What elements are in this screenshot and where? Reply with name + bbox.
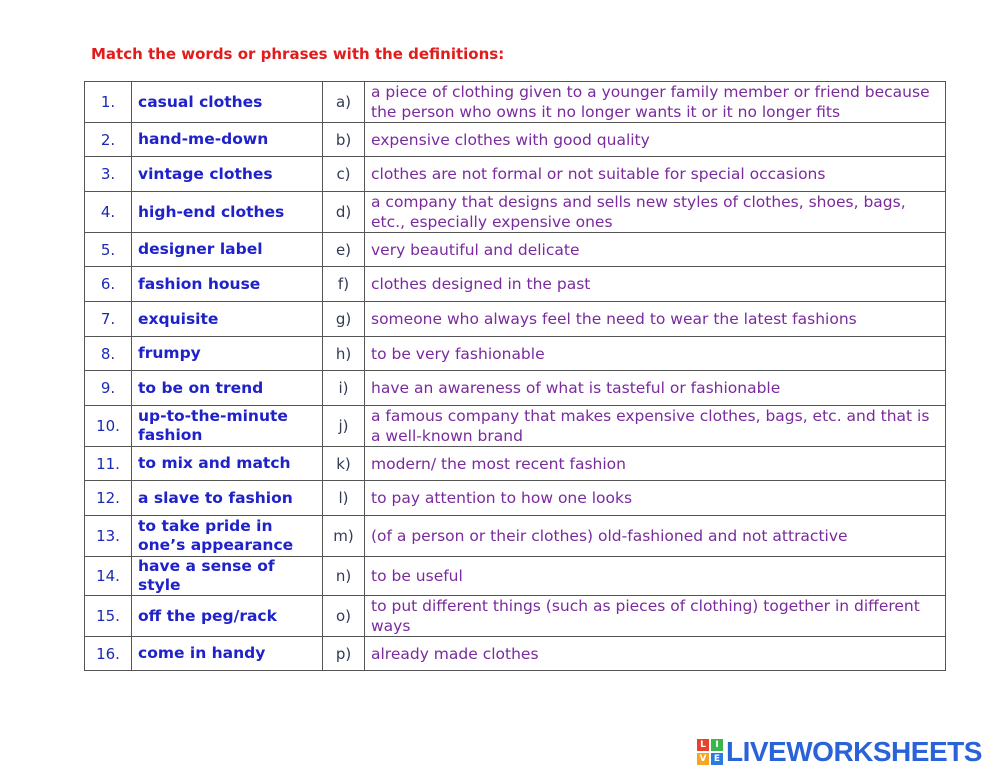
row-term: exquisite <box>132 302 323 337</box>
row-number: 13. <box>85 516 132 557</box>
row-term: to mix and match <box>132 447 323 481</box>
table-row <box>85 267 946 302</box>
row-definition: clothes designed in the past <box>365 267 946 302</box>
table-row <box>85 447 946 481</box>
table-row <box>85 233 946 267</box>
row-definition: a piece of clothing given to a younger family member or friend because the person who owns it no longer wants it or it no longer fits <box>365 82 946 123</box>
row-letter: i) <box>323 371 365 406</box>
table-row <box>85 516 946 557</box>
row-term: frumpy <box>132 337 323 371</box>
row-letter: c) <box>323 157 365 192</box>
row-letter: h) <box>323 337 365 371</box>
row-number: 8. <box>85 337 132 371</box>
row-letter: m) <box>323 516 365 557</box>
logo-block: E <box>711 753 723 765</box>
row-letter: f) <box>323 267 365 302</box>
table-row <box>85 82 946 123</box>
liveworksheets-logo <box>697 736 982 768</box>
logo-blocks-icon <box>697 739 723 765</box>
row-letter: d) <box>323 192 365 233</box>
row-number: 4. <box>85 192 132 233</box>
row-number: 7. <box>85 302 132 337</box>
row-number: 12. <box>85 481 132 516</box>
table-row <box>85 192 946 233</box>
row-term: off the peg/rack <box>132 596 323 637</box>
row-number: 2. <box>85 123 132 157</box>
table-row <box>85 337 946 371</box>
row-term: up-to-the-minute fashion <box>132 406 323 447</box>
row-definition: to be very fashionable <box>365 337 946 371</box>
brand-name: LIVEWORKSHEETS <box>726 736 982 767</box>
logo-block: L <box>697 739 709 751</box>
table-row <box>85 302 946 337</box>
row-definition: a famous company that makes expensive clothes, bags, etc. and that is a well-known brand <box>365 406 946 447</box>
row-number: 15. <box>85 596 132 637</box>
row-letter: p) <box>323 637 365 671</box>
matching-table <box>84 81 946 671</box>
instructions-heading: Match the words or phrases with the definitions: <box>91 45 505 63</box>
row-number: 10. <box>85 406 132 447</box>
logo-block: V <box>697 753 709 765</box>
table-row <box>85 557 946 596</box>
row-letter: a) <box>323 82 365 123</box>
row-letter: o) <box>323 596 365 637</box>
table-row <box>85 637 946 671</box>
row-definition: already made clothes <box>365 637 946 671</box>
row-number: 3. <box>85 157 132 192</box>
table-row <box>85 406 946 447</box>
table-row <box>85 123 946 157</box>
row-letter: b) <box>323 123 365 157</box>
row-definition: (of a person or their clothes) old-fashioned and not attractive <box>365 516 946 557</box>
row-term: to take pride in one’s appearance <box>132 516 323 557</box>
row-term: fashion house <box>132 267 323 302</box>
logo-block: I <box>711 739 723 751</box>
row-number: 9. <box>85 371 132 406</box>
row-definition: someone who always feel the need to wear the latest fashions <box>365 302 946 337</box>
row-definition: expensive clothes with good quality <box>365 123 946 157</box>
row-definition: to pay attention to how one looks <box>365 481 946 516</box>
row-letter: g) <box>323 302 365 337</box>
table-row <box>85 371 946 406</box>
row-definition: very beautiful and delicate <box>365 233 946 267</box>
row-definition: have an awareness of what is tasteful or fashionable <box>365 371 946 406</box>
row-definition: a company that designs and sells new styles of clothes, shoes, bags, etc., especially expensive ones <box>365 192 946 233</box>
table-row <box>85 481 946 516</box>
row-number: 14. <box>85 557 132 596</box>
row-number: 16. <box>85 637 132 671</box>
row-number: 1. <box>85 82 132 123</box>
table-row <box>85 596 946 637</box>
row-term: casual clothes <box>132 82 323 123</box>
row-letter: j) <box>323 406 365 447</box>
row-definition: to be useful <box>365 557 946 596</box>
row-letter: l) <box>323 481 365 516</box>
table-row <box>85 157 946 192</box>
row-term: designer label <box>132 233 323 267</box>
row-number: 5. <box>85 233 132 267</box>
row-letter: k) <box>323 447 365 481</box>
row-term: hand-me-down <box>132 123 323 157</box>
row-term: a slave to fashion <box>132 481 323 516</box>
row-term: vintage clothes <box>132 157 323 192</box>
row-term: high-end clothes <box>132 192 323 233</box>
row-definition: clothes are not formal or not suitable for special occasions <box>365 157 946 192</box>
row-letter: n) <box>323 557 365 596</box>
row-definition: modern/ the most recent fashion <box>365 447 946 481</box>
row-term: come in handy <box>132 637 323 671</box>
row-term: have a sense of style <box>132 557 323 596</box>
row-number: 11. <box>85 447 132 481</box>
row-term: to be on trend <box>132 371 323 406</box>
row-number: 6. <box>85 267 132 302</box>
row-definition: to put different things (such as pieces of clothing) together in different ways <box>365 596 946 637</box>
row-letter: e) <box>323 233 365 267</box>
